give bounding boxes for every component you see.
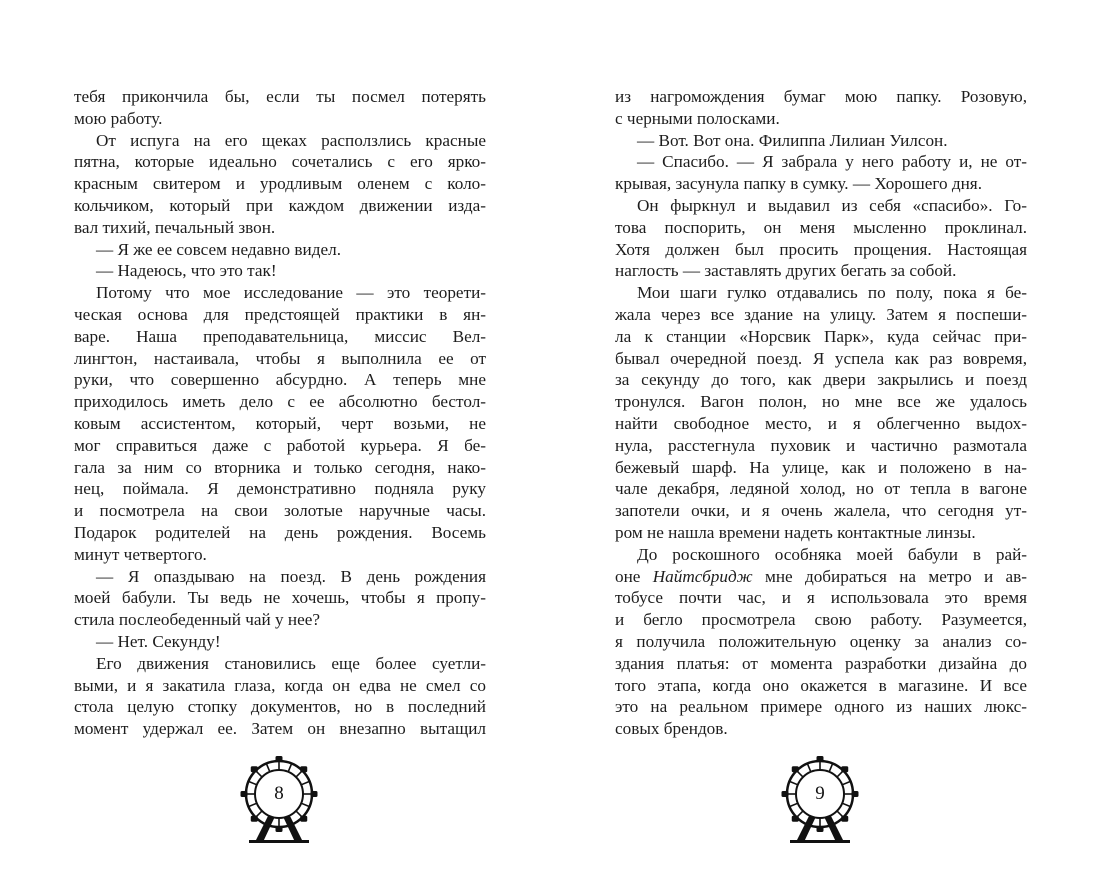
page-number-left: 8 (274, 783, 284, 804)
text-line: выми, и я закатила глаза, когда он едва не смел со (74, 675, 486, 695)
text-line: ковым ассистентом, который, черт возьми, не (74, 413, 486, 433)
text-line: за секунду до того, как двери закрылись и поезд (615, 370, 1027, 390)
text-line: красным свитером и уродливым оленем с коло- (74, 174, 486, 194)
text-line: Он фыркнул и выдавил из себя «спасибо». Го- (637, 195, 1027, 215)
text-line: това поспорить, он меня мысленно проклинал. (615, 217, 1027, 237)
text-line: из нагромождения бумаг мою папку. Розовую, (615, 87, 1027, 106)
text-line: найти свободное место, и я облегченно выдох- (615, 413, 1027, 433)
text-line: — Спасибо. — Я забрала у него работу и, не от- (637, 152, 1027, 172)
text-line: и бегло просмотрела свою работу. Разумеется, (615, 610, 1027, 630)
text-line: Подарок родителей на день рождения. Восемь (74, 522, 486, 542)
text-line: запотели очки, и я очень жалела, что сегодня ут- (615, 501, 1027, 521)
text-line: моей бабули. Ты ведь не хочешь, чтобы я пропу- (74, 588, 486, 608)
text-line: руки, что совершенно абсурдно. А теперь мне (74, 370, 486, 390)
right-page-text (615, 86, 1027, 740)
text-line: пятна, которые идеально сочетались с его ярко- (74, 152, 486, 172)
left-page-folio (234, 756, 324, 846)
text-line: Потому что мое исследование — это теорети- (96, 283, 486, 303)
text-line: нула, расстегнула пуховик и частично размотала (615, 435, 1027, 455)
text-line: мою работу. (74, 108, 163, 128)
text-line: оне Найтсбридж мне добираться на метро и ав- (615, 566, 1027, 586)
text-line: От испуга на его щеках расползлись красные (96, 130, 486, 150)
text-line: нец, поймала. Я демонстративно подняла руку (74, 479, 486, 499)
right-page-folio (775, 756, 865, 846)
text-line: кольчиком, который при каждом движении изда- (74, 195, 486, 215)
text-line: бежевый шарф. На улице, как и положено в на- (615, 457, 1027, 477)
text-line: — Я опаздываю на поезд. В день рождения (96, 566, 486, 586)
text-line: Мои шаги гулко отдавались по полу, пока я бе- (637, 283, 1027, 303)
text-line: — Надеюсь, что это так! (96, 261, 277, 281)
text-line: варе. Наша преподавательница, миссис Вел- (74, 326, 486, 346)
text-line: ческая основа для предстоящей практики в ян- (74, 304, 486, 324)
text-line: минут четвертого. (74, 544, 207, 564)
text-line: Его движения становились еще более суетли- (96, 653, 486, 673)
text-line: приходилось иметь дело с ее абсолютно бестол- (74, 392, 486, 412)
text-line: стила послеобеденный чай у нее? (74, 610, 320, 630)
text-line: лингтон, настаивала, чтобы я выполнила ее от (74, 348, 486, 368)
text-line: — Вот. Вот она. Филиппа Лилиан Уилсон. (637, 130, 948, 150)
text-line: ром не нашла времени надеть контактные линзы. (615, 522, 976, 542)
text-line: вал тихий, печальный звон. (74, 217, 276, 237)
text-line: стола целую стопку документов, но в последний (74, 697, 486, 717)
text-line: гала за ним со вторника и только сегодня, нако- (74, 457, 486, 477)
text-line: крывая, засунула папку в сумку. — Хорошего дня. (615, 174, 983, 194)
text-line: Хотя должен был просить прощения. Настоящая (615, 239, 1027, 259)
text-line: чале декабря, ледяной холод, но от тепла в вагоне (615, 479, 1027, 499)
text-line: я получила положительную оценку за анализ со- (615, 631, 1027, 651)
text-line: ла к станции «Норсвик Парк», куда сейчас при- (615, 326, 1027, 346)
text-line: наглость — заставлять других бегать за собой. (615, 261, 957, 281)
text-line: — Нет. Секунду! (96, 631, 221, 651)
text-line: это на реальном примере одного из наших люкс- (615, 697, 1027, 717)
text-line: и посмотрела на свои золотые наручные часы. (74, 501, 486, 521)
text-line: тронулся. Вагон полон, но мне все же удалось (615, 392, 1027, 412)
text-line: того этапа, когда оно окажется в магазине. И все (615, 675, 1027, 695)
text-line: — Я же ее совсем недавно видел. (96, 239, 341, 259)
text-line: тебя прикончила бы, если ты посмел потерять (74, 87, 486, 106)
text-line: тобусе почти час, и я использовала это время (615, 588, 1027, 608)
text-line: жала через все здание на улицу. Затем я поспеши- (615, 304, 1027, 324)
page-number-right: 9 (815, 783, 825, 804)
text-line: здания платья: от момента разработки дизайна до (615, 653, 1027, 673)
text-line: мог справиться даже с работой курьера. Я бе- (74, 435, 486, 455)
text-line: с черными полосками. (615, 108, 780, 128)
text-line: совых брендов. (615, 719, 728, 739)
text-line: бывал очередной поезд. Я успела как раз вовремя, (615, 348, 1027, 368)
text-line: момент удержал ее. Затем он внезапно вытащил (74, 719, 486, 739)
left-page-text (74, 86, 486, 740)
text-line: До роскошного особняка моей бабули в рай- (637, 544, 1027, 564)
